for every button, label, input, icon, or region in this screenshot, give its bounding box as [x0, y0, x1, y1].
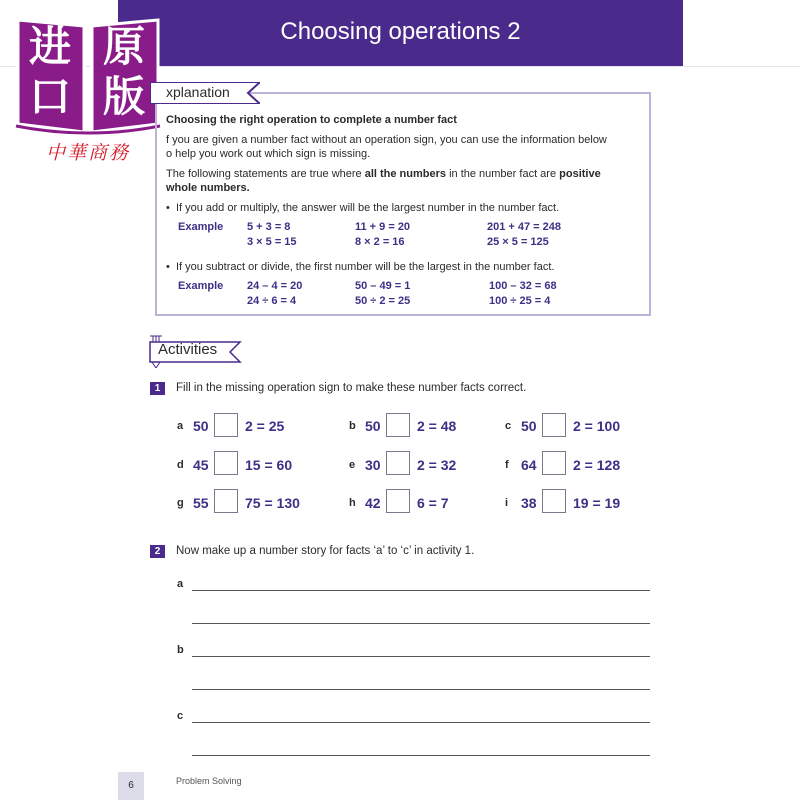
example-fact: 50 – 49 = 1 [355, 280, 411, 292]
example-fact: 201 + 47 = 248 [487, 221, 562, 233]
story-letter: b [177, 644, 184, 656]
item-left-operand: 50 [365, 418, 381, 434]
page-number: 6 [118, 772, 144, 800]
item-right-side: 2 = 48 [417, 418, 457, 434]
example-fact: 50 ÷ 2 = 25 [355, 295, 411, 307]
story-letter: a [177, 578, 184, 590]
watermark-char: 进 [28, 22, 71, 71]
statement-bold2: positive [559, 168, 601, 180]
example-fact: 25 × 5 = 125 [487, 236, 549, 248]
page-title: Choosing operations 2 [280, 18, 521, 45]
writing-line[interactable] [192, 590, 650, 591]
book-title: Problem Solving [176, 776, 242, 786]
bullet-1-text: If you add or multiply, the answer will be the largest number in the number fact. [175, 202, 560, 214]
watermark-subtitle: 中華商務 [45, 142, 130, 164]
explanation-statement [166, 167, 601, 181]
operation-input-box[interactable] [214, 451, 238, 475]
watermark-logo [14, 14, 162, 164]
q2-instruction: Now make up a number story for facts ‘a’ to ‘c’ in activity 1. [176, 545, 475, 557]
explanation-intro-line2: o help you work out which sign is missing. [166, 148, 371, 160]
item-letter: f [505, 459, 509, 471]
item-right-side: 6 = 7 [417, 495, 449, 511]
item-letter: a [177, 420, 184, 432]
writing-line[interactable] [192, 722, 650, 723]
item-letter: b [349, 420, 356, 432]
operation-input-box[interactable] [386, 413, 410, 437]
item-left-operand: 38 [521, 495, 537, 511]
statement-line2: whole numbers. [166, 182, 250, 194]
operation-input-box[interactable] [386, 489, 410, 513]
writing-line[interactable] [192, 755, 650, 756]
example-fact: 3 × 5 = 15 [247, 236, 297, 248]
q1-instruction: Fill in the missing operation sign to make these number facts correct. [176, 382, 527, 394]
example-fact: 24 – 4 = 20 [247, 280, 303, 292]
operation-input-box[interactable] [214, 489, 238, 513]
example-fact: 11 + 9 = 20 [355, 221, 411, 233]
statement-bold1: all the numbers [364, 168, 447, 180]
item-right-side: 19 = 19 [573, 495, 621, 511]
writing-line[interactable] [192, 689, 650, 690]
watermark-char: 原 [102, 22, 145, 71]
watermark-char: 口 [28, 72, 71, 121]
operation-input-box[interactable] [386, 451, 410, 475]
item-left-operand: 50 [521, 418, 537, 434]
example-fact: 8 × 2 = 16 [355, 236, 405, 248]
story-letter: c [177, 710, 184, 722]
statement-pre: The following statements are true where [166, 168, 365, 180]
operation-input-box[interactable] [214, 413, 238, 437]
item-right-side: 2 = 100 [573, 418, 621, 434]
item-letter: e [349, 459, 356, 471]
item-letter: h [349, 497, 356, 509]
operation-input-box[interactable] [542, 451, 566, 475]
statement-mid: in the number fact are [446, 168, 560, 180]
item-left-operand: 42 [365, 495, 381, 511]
writing-line[interactable] [192, 656, 650, 657]
example-fact: 24 ÷ 6 = 4 [247, 295, 297, 307]
item-left-operand: 55 [193, 495, 209, 511]
example-label: Example [178, 280, 224, 292]
item-letter: i [505, 497, 509, 509]
item-letter: g [177, 497, 184, 509]
operation-input-box[interactable] [542, 489, 566, 513]
writing-line[interactable] [192, 623, 650, 624]
question-number: 1 [150, 382, 165, 395]
item-left-operand: 30 [365, 457, 381, 473]
item-left-operand: 50 [193, 418, 209, 434]
item-letter: c [505, 420, 512, 432]
example-fact: 100 ÷ 25 = 4 [489, 295, 551, 307]
example-fact: 100 – 32 = 68 [489, 280, 557, 292]
bullet-1: • If you add or multiply, the answer will be the largest number in the number fact. [166, 202, 560, 214]
item-right-side: 15 = 60 [245, 457, 293, 473]
explanation-heading: Choosing the right operation to complete a number fact [166, 114, 457, 126]
item-left-operand: 45 [193, 457, 209, 473]
question-number: 2 [150, 545, 165, 558]
example-label: Example [178, 221, 224, 233]
explanation-tab-label: xplanation [166, 84, 230, 100]
item-left-operand: 64 [521, 457, 537, 473]
item-right-side: 75 = 130 [245, 495, 300, 511]
item-right-side: 2 = 128 [573, 457, 621, 473]
watermark-char: 版 [102, 72, 145, 121]
page-header [118, 0, 683, 66]
item-right-side: 2 = 32 [417, 457, 457, 473]
item-right-side: 2 = 25 [245, 418, 285, 434]
activities-tab-label: Activities [158, 341, 218, 358]
item-letter: d [177, 459, 184, 471]
bullet-2: • If you subtract or divide, the first number will be the largest in the number fact. [166, 261, 555, 273]
explanation-intro-line1: f you are given a number fact without an operation sign, you can use the information below [166, 134, 607, 146]
operation-input-box[interactable] [542, 413, 566, 437]
bullet-2-text: If you subtract or divide, the first number will be the largest in the number fact. [175, 261, 555, 273]
example-fact: 5 + 3 = 8 [247, 221, 291, 233]
